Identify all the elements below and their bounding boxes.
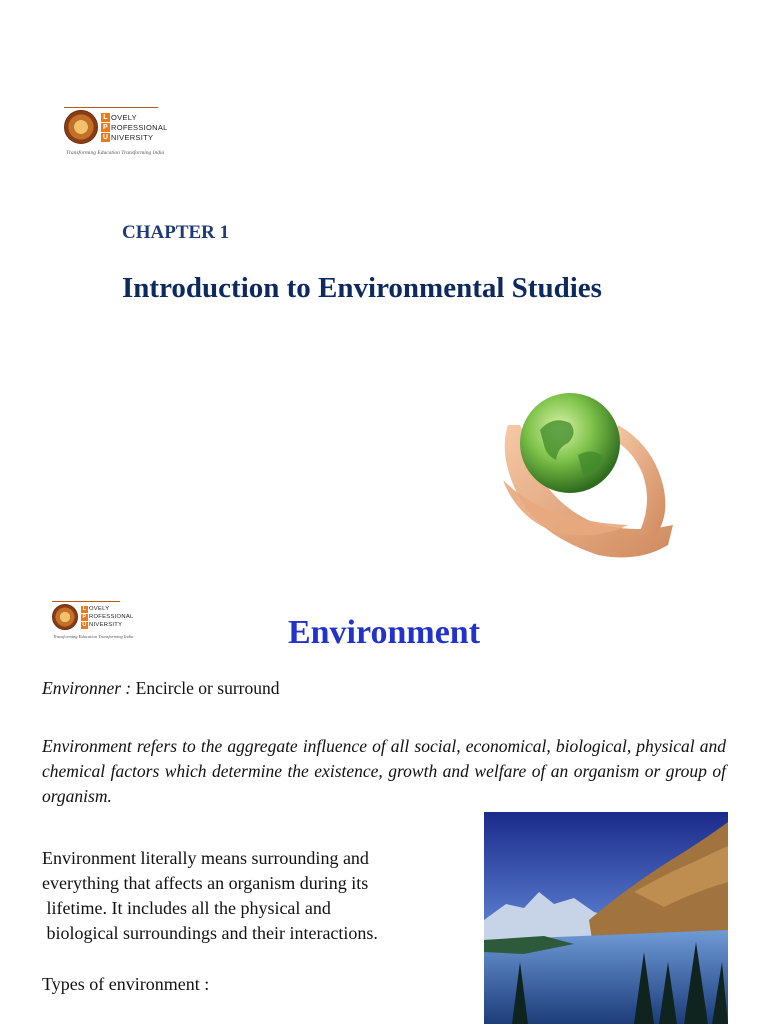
etymology-term: Environner : <box>42 678 132 698</box>
logo-word: OVELY <box>111 112 137 122</box>
logo-initial: L <box>82 605 87 612</box>
logo-word: NIVERSITY <box>89 622 123 628</box>
etymology-meaning: Encircle or surround <box>131 678 280 698</box>
chapter-title: Introduction to Environmental Studies <box>122 272 602 304</box>
lpu-seal-icon <box>64 110 98 144</box>
logo-initial: U <box>82 621 87 628</box>
logo-word: NIVERSITY <box>111 132 154 142</box>
logo-word: ROFESSIONAL <box>111 122 168 132</box>
logo-initial: P <box>82 613 87 620</box>
text-line: Environment literally means surrounding and <box>42 848 369 868</box>
logo-rule <box>64 107 158 108</box>
hands-holding-globe-icon <box>478 385 678 565</box>
logo-tagline: Transforming Education Transforming India <box>66 150 165 156</box>
environment-definition: Environment refers to the aggregate influence of all social, economical, biological, physical and chemical factors which determine the existence, growth and welfare of an organism or group of organism. <box>42 736 726 806</box>
logo-wordmark <box>101 112 168 142</box>
text-line: biological surroundings and their interactions. <box>42 923 378 943</box>
slide-environment <box>0 578 768 1024</box>
literal-meaning-paragraph <box>42 846 462 946</box>
slide-title: Environment <box>287 614 481 651</box>
lpu-logo <box>64 110 168 156</box>
chapter-label: CHAPTER 1 <box>122 222 230 243</box>
mountain-lake-landscape-icon <box>484 812 728 1024</box>
logo-tagline: Transforming Education Transforming India <box>53 634 134 639</box>
logo-word: OVELY <box>89 606 110 612</box>
logo-word: ROFESSIONAL <box>89 614 134 620</box>
logo-initial: P <box>101 123 110 132</box>
logo-initial: L <box>101 113 110 122</box>
types-label: Types of environment : <box>42 974 210 994</box>
text-line: lifetime. It includes all the physical and <box>42 898 331 918</box>
text-line: everything that affects an organism during its <box>42 873 369 893</box>
logo-initial: U <box>102 133 109 141</box>
etymology-line <box>42 676 279 701</box>
logo-rule <box>52 601 120 602</box>
